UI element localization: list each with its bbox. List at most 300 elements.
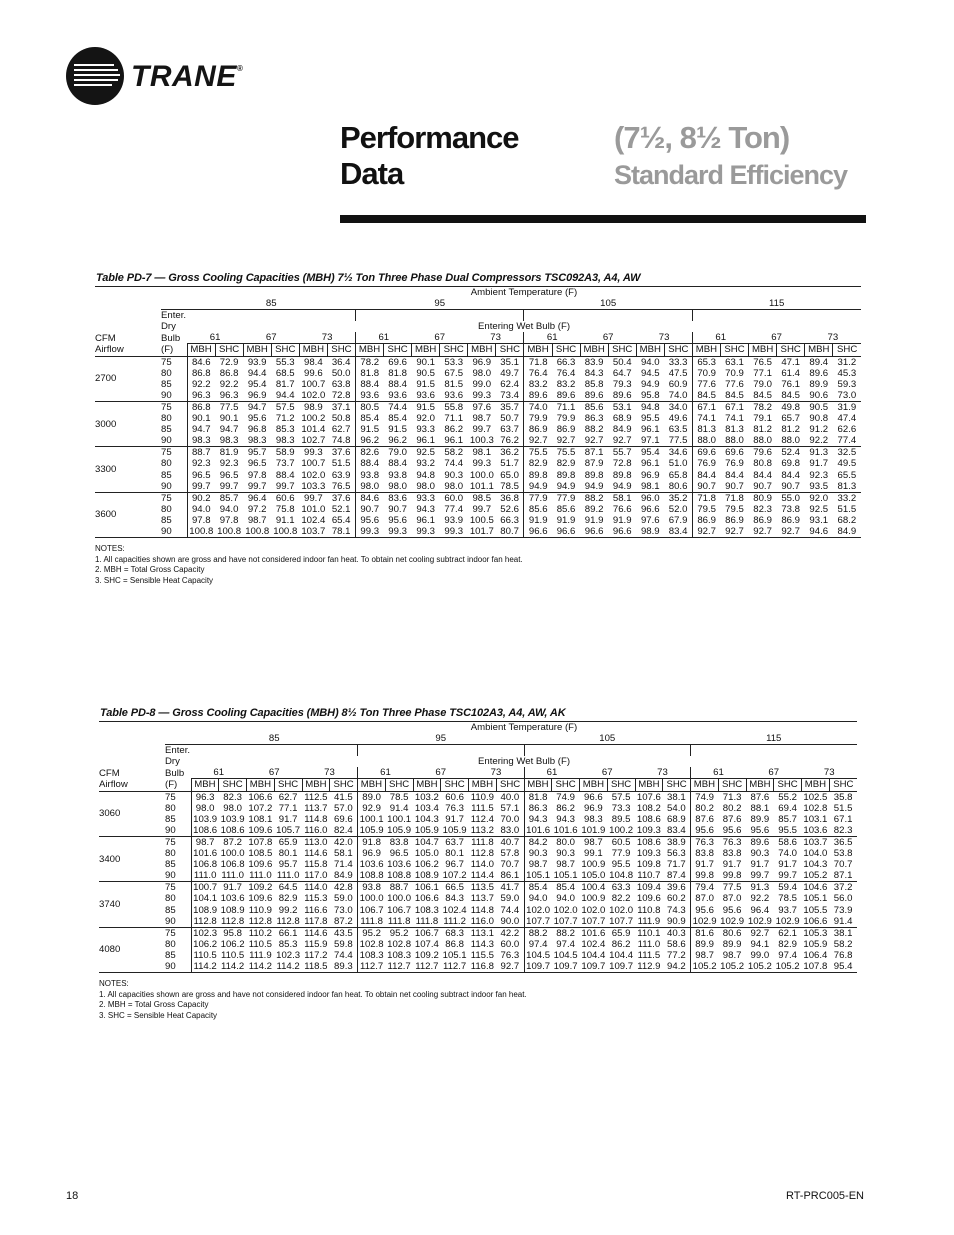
- capacity-value: 96.5: [219, 469, 239, 481]
- capacity-value: 60.6: [445, 791, 464, 803]
- wet-bulb-value: 61: [209, 332, 221, 344]
- capacity-value: 99.8: [691, 870, 719, 882]
- capacity-value: 73.0: [833, 390, 861, 402]
- capacity-value: 84.3: [584, 367, 604, 379]
- mbh-header: MBH: [355, 344, 383, 356]
- capacity-value: 108.6: [636, 813, 661, 825]
- capacity-value: 96.1: [440, 435, 468, 447]
- capacity-value: 114.6: [304, 848, 328, 860]
- cfm-value: 3600: [95, 492, 161, 537]
- shc-header: SHC: [330, 779, 358, 791]
- mbh-header: MBH: [580, 779, 608, 791]
- capacity-value: 79.3: [612, 378, 632, 390]
- capacity-value: 103.6: [803, 824, 828, 836]
- capacity-value: 84.5: [720, 390, 748, 402]
- capacity-value: 58.1: [612, 492, 632, 504]
- capacity-value: 82.4: [330, 825, 358, 837]
- capacity-value: 94.3: [416, 503, 435, 515]
- mbh-header: MBH: [358, 779, 386, 791]
- capacity-value: 77.9: [556, 492, 576, 504]
- capacity-value: 84.3: [445, 893, 464, 905]
- capacity-value: 74.9: [556, 791, 575, 803]
- capacity-value: 98.0: [355, 481, 383, 493]
- capacity-value: 98.9: [304, 401, 323, 413]
- capacity-value: 96.6: [640, 503, 660, 515]
- capacity-value: 98.7: [191, 836, 219, 848]
- unit-label: (F): [161, 344, 187, 356]
- cfm-label: CFM: [99, 767, 120, 779]
- capacity-value: 96.3: [191, 791, 219, 803]
- capacity-value: 63.7: [500, 424, 519, 436]
- capacity-value: 66.3: [556, 356, 576, 368]
- capacity-value: 92.3: [187, 458, 215, 469]
- capacity-value: 93.1: [809, 514, 829, 526]
- dry-bulb-value: 80: [165, 893, 176, 905]
- capacity-value: 83.8: [691, 848, 719, 859]
- shc-header: SHC: [441, 779, 469, 791]
- capacity-value: 111.5: [471, 802, 494, 814]
- capacity-value: 90.3: [524, 848, 552, 859]
- capacity-value: 94.0: [640, 356, 660, 368]
- cfm-value: 4080: [99, 927, 165, 972]
- capacity-value: 93.3: [416, 492, 435, 504]
- capacity-value: 85.3: [275, 424, 295, 436]
- capacity-value: 100.0: [358, 893, 386, 904]
- dry-label: Dry: [165, 756, 180, 768]
- capacity-value: 92.0: [416, 413, 435, 425]
- capacity-value: 100.0: [220, 848, 245, 860]
- capacity-value: 54.0: [667, 802, 686, 814]
- capacity-value: 38.1: [667, 791, 686, 803]
- capacity-value: 90.7: [388, 503, 407, 515]
- capacity-value: 57.1: [500, 802, 520, 814]
- capacity-value: 89.4: [809, 356, 829, 368]
- capacity-value: 118.5: [302, 961, 330, 973]
- capacity-value: 85.6: [556, 503, 576, 515]
- capacity-value: 60.6: [275, 492, 295, 504]
- capacity-value: 108.6: [220, 824, 245, 836]
- capacity-value: 94.9: [580, 481, 608, 493]
- capacity-value: 39.6: [667, 882, 686, 894]
- capacity-value: 99.3: [468, 390, 496, 402]
- mbh-header: MBH: [692, 344, 720, 356]
- capacity-value: 92.3: [809, 469, 829, 481]
- capacity-value: 81.6: [691, 927, 719, 939]
- capacity-value: 81.8: [524, 791, 552, 803]
- capacity-value: 94.1: [750, 938, 770, 950]
- capacity-value: 92.7: [524, 435, 552, 447]
- capacity-value: 60.2: [667, 893, 686, 905]
- capacity-value: 69.4: [778, 802, 797, 814]
- capacity-value: 102.5: [803, 791, 828, 803]
- capacity-value: 102.4: [581, 938, 606, 950]
- table-cell: [524, 745, 691, 757]
- capacity-value: 102.0: [553, 904, 578, 916]
- capacity-value: 96.4: [247, 492, 267, 504]
- capacity-value: 100.1: [358, 814, 386, 825]
- capacity-value: 114.2: [247, 961, 275, 973]
- capacity-value: 100.1: [387, 813, 412, 825]
- capacity-value: 49.8: [781, 401, 801, 413]
- capacity-value: 96.3: [215, 390, 243, 402]
- capacity-value: 97.8: [219, 514, 239, 526]
- capacity-value: 85.3: [278, 938, 298, 950]
- capacity-value: 98.1: [472, 447, 492, 459]
- capacity-value: 70.9: [725, 367, 744, 379]
- capacity-value: 98.0: [412, 481, 440, 493]
- capacity-value: 68.3: [445, 927, 464, 939]
- capacity-value: 86.8: [219, 367, 239, 379]
- dry-label: Dry: [161, 321, 176, 333]
- shc-header: SHC: [327, 344, 355, 356]
- capacity-value: 96.6: [608, 526, 636, 538]
- capacity-value: 96.9: [472, 356, 492, 368]
- capacity-value: 86.9: [556, 424, 576, 436]
- capacity-value: 106.7: [414, 927, 439, 939]
- capacity-value: 89.2: [584, 503, 604, 515]
- capacity-value: 88.0: [777, 435, 805, 447]
- capacity-value: 109.7: [581, 960, 606, 972]
- capacity-value: 75.5: [524, 447, 552, 459]
- shc-header: SHC: [496, 779, 524, 791]
- capacity-value: 80.5: [355, 401, 383, 413]
- table-row: [95, 368, 861, 379]
- shc-header: SHC: [777, 344, 805, 356]
- capacity-value: 102.0: [299, 390, 327, 402]
- capacity-value: 109.8: [636, 859, 661, 871]
- capacity-value: 101.7: [468, 526, 496, 538]
- capacity-value: 86.9: [524, 424, 552, 435]
- dry-bulb-value: 75: [161, 356, 172, 368]
- capacity-value: 36.2: [500, 447, 519, 459]
- capacity-value: 93.6: [355, 390, 383, 402]
- capacity-value: 101.6: [553, 824, 578, 836]
- capacity-value: 105.9: [442, 824, 467, 836]
- capacity-value: 76.5: [327, 481, 355, 493]
- capacity-value: 84.4: [692, 470, 720, 481]
- capacity-value: 94.0: [187, 504, 215, 515]
- capacity-value: 90.7: [692, 481, 720, 493]
- wet-bulb-value: 73: [490, 767, 502, 779]
- capacity-value: 49.7: [500, 367, 519, 379]
- capacity-value: 93.6: [384, 390, 412, 402]
- capacity-value: 99.8: [718, 870, 746, 882]
- dry-bulb-value: 75: [165, 836, 176, 848]
- capacity-value: 78.5: [389, 791, 409, 803]
- capacity-value: 94.7: [219, 424, 239, 436]
- cfm-value: 3000: [95, 401, 161, 446]
- capacity-value: 108.1: [248, 813, 273, 825]
- capacity-value: 74.1: [692, 413, 720, 424]
- capacity-value: 56.3: [667, 848, 686, 860]
- capacity-value: 77.6: [725, 378, 744, 390]
- capacity-value: 102.3: [276, 949, 301, 961]
- capacity-value: 86.9: [781, 514, 801, 526]
- capacity-value: 76.5: [753, 356, 772, 368]
- capacity-value: 76.4: [524, 368, 552, 379]
- capacity-value: 113.0: [304, 836, 328, 848]
- capacity-value: 73.4: [496, 390, 524, 402]
- capacity-value: 93.8: [388, 469, 407, 481]
- capacity-value: 96.1: [640, 424, 660, 436]
- capacity-value: 77.5: [722, 882, 742, 894]
- capacity-value: 69.6: [334, 813, 353, 825]
- capacity-value: 53.3: [444, 356, 464, 368]
- capacity-value: 69.6: [725, 447, 744, 459]
- capacity-value: 91.8: [358, 836, 386, 848]
- ambient-temp-value: 115: [691, 733, 858, 745]
- note-line: 1. All capacities shown are gross and have not considered indoor fan heat. To obtain net cooling subtract indoor fan heat.: [99, 989, 527, 999]
- capacity-value: 73.8: [781, 503, 801, 515]
- capacity-value: 93.6: [440, 390, 468, 402]
- capacity-value: 84.9: [612, 424, 632, 436]
- capacity-value: 59.0: [334, 893, 353, 905]
- capacity-value: 78.2: [355, 356, 383, 368]
- capacity-value: 88.4: [355, 379, 383, 390]
- table-row: [99, 859, 857, 870]
- dry-bulb-value: 90: [165, 870, 191, 882]
- capacity-value: 86.9: [692, 515, 720, 526]
- wet-bulb-value: 67: [771, 332, 782, 344]
- capacity-value: 112.8: [219, 916, 247, 928]
- capacity-value: 111.0: [247, 870, 275, 882]
- capacity-value: 95.7: [247, 447, 267, 459]
- capacity-value: 112.8: [191, 916, 219, 928]
- capacity-value: 72.9: [219, 356, 239, 368]
- capacity-value: 77.4: [833, 435, 861, 447]
- capacity-value: 81.8: [388, 367, 407, 379]
- capacity-value: 65.7: [781, 413, 801, 425]
- capacity-value: 99.7: [187, 481, 215, 493]
- capacity-value: 102.8: [803, 802, 828, 814]
- capacity-value: 36.8: [500, 492, 519, 504]
- capacity-value: 101.9: [581, 824, 606, 836]
- capacity-value: 90.7: [720, 481, 748, 493]
- capacity-value: 91.5: [416, 401, 435, 413]
- capacity-value: 91.3: [750, 882, 770, 894]
- capacity-value: 111.0: [637, 938, 661, 950]
- capacity-value: 55.2: [778, 791, 797, 803]
- capacity-value: 62.7: [331, 424, 351, 436]
- capacity-value: 80.1: [278, 848, 298, 860]
- capacity-value: 104.4: [609, 949, 634, 961]
- capacity-value: 71.1: [444, 413, 464, 425]
- capacity-value: 65.9: [278, 836, 298, 848]
- mbh-header: MBH: [580, 344, 608, 356]
- capacity-value: 95.6: [388, 514, 407, 526]
- capacity-value: 53.1: [612, 401, 632, 413]
- capacity-value: 99.7: [472, 424, 492, 436]
- capacity-value: 77.5: [664, 435, 692, 447]
- table-row: [99, 791, 857, 803]
- capacity-value: 92.7: [720, 526, 748, 538]
- capacity-value: 109.2: [414, 949, 439, 961]
- capacity-value: 113.5: [470, 882, 495, 894]
- table-row: [95, 435, 861, 447]
- capacity-value: 94.6: [805, 526, 833, 538]
- capacity-value: 47.1: [781, 356, 801, 368]
- capacity-value: 58.1: [334, 848, 353, 860]
- airflow-label: Airflow: [99, 779, 165, 791]
- capacity-value: 82.6: [355, 447, 383, 459]
- dry-bulb-value: 75: [161, 492, 172, 504]
- capacity-value: 58.9: [275, 447, 295, 459]
- capacity-value: 114.2: [274, 961, 302, 973]
- note-line: 3. SHC = Sensible Heat Capacity: [95, 575, 214, 585]
- capacity-value: 77.9: [611, 848, 631, 860]
- capacity-value: 59.4: [778, 882, 797, 894]
- capacity-value: 60.5: [611, 836, 631, 848]
- table-cell: [95, 310, 161, 322]
- unit-label: (F): [165, 779, 191, 791]
- shc-header: SHC: [718, 779, 746, 791]
- capacity-value: 105.2: [775, 960, 800, 972]
- capacity-value: 102.7: [299, 435, 327, 447]
- capacity-value: 106.6: [248, 791, 273, 803]
- dry-bulb-value: 90: [165, 916, 191, 928]
- capacity-value: 105.0: [581, 870, 606, 882]
- capacity-value: 104.5: [524, 950, 552, 961]
- capacity-value: 78.1: [327, 526, 355, 538]
- capacity-value: 108.9: [191, 905, 219, 916]
- table-notes: [95, 544, 861, 586]
- capacity-value: 103.6: [358, 859, 386, 870]
- capacity-value: 74.1: [725, 413, 744, 425]
- wet-bulb-value: 67: [434, 332, 446, 344]
- shc-header: SHC: [215, 344, 243, 356]
- capacity-value: 109.7: [609, 960, 634, 972]
- capacity-value: 50.8: [331, 413, 351, 425]
- table-row: [95, 413, 861, 424]
- capacity-value: 92.0: [809, 492, 829, 504]
- table-cell: [355, 310, 523, 322]
- capacity-value: 33.3: [668, 356, 688, 368]
- capacity-value: 74.0: [778, 848, 797, 860]
- capacity-value: 34.6: [668, 447, 688, 459]
- dry-bulb-value: 75: [165, 882, 176, 894]
- capacity-value: 112.7: [441, 961, 469, 973]
- capacity-value: 89.6: [809, 367, 829, 379]
- capacity-value: 58.6: [778, 836, 797, 848]
- capacity-value: 76.3: [722, 836, 742, 848]
- capacity-value: 74.0: [524, 401, 552, 413]
- capacity-value: 104.8: [609, 870, 634, 882]
- capacity-value: 109.3: [636, 848, 661, 860]
- capacity-value: 65.3: [692, 356, 720, 368]
- capacity-value: 107.8: [248, 836, 273, 848]
- capacity-value: 77.6: [692, 379, 720, 390]
- mbh-header: MBH: [805, 344, 833, 356]
- table-row: [99, 927, 857, 939]
- capacity-value: 84.4: [753, 469, 772, 481]
- capacity-value: 37.2: [833, 882, 853, 894]
- dry-bulb-value: 85: [165, 859, 176, 871]
- capacity-value: 111.9: [635, 916, 663, 928]
- capacity-value: 98.0: [223, 802, 242, 814]
- capacity-value: 105.7: [276, 824, 301, 836]
- capacity-value: 102.9: [775, 915, 800, 927]
- capacity-value: 84.9: [833, 526, 861, 538]
- capacity-value: 68.9: [612, 413, 632, 425]
- capacity-value: 63.9: [331, 469, 351, 481]
- capacity-value: 93.5: [805, 481, 833, 493]
- capacity-value: 41.5: [334, 791, 353, 803]
- wet-bulb-value: 61: [355, 332, 411, 344]
- capacity-value: 80.9: [753, 492, 772, 504]
- capacity-value: 111.0: [219, 870, 247, 882]
- capacity-value: 102.9: [691, 916, 719, 928]
- wet-bulb-value: 73: [321, 332, 333, 344]
- capacity-value: 112.5: [304, 791, 328, 803]
- capacity-value: 94.5: [640, 367, 660, 379]
- capacity-value: 91.1: [275, 514, 295, 526]
- capacity-value: 105.9: [414, 824, 439, 836]
- capacity-value: 102.0: [524, 905, 552, 916]
- capacity-value: 77.9: [524, 492, 552, 504]
- capacity-value: 63.5: [668, 424, 688, 436]
- capacity-value: 40.7: [500, 836, 520, 848]
- capacity-value: 95.7: [278, 859, 298, 871]
- capacity-value: 79.5: [692, 504, 720, 515]
- capacity-value: 82.9: [556, 458, 576, 470]
- capacity-value: 42.2: [500, 927, 520, 939]
- capacity-value: 65.9: [611, 927, 631, 939]
- capacity-value: 110.5: [191, 950, 219, 961]
- capacity-value: 111.9: [249, 949, 272, 961]
- ambient-temp-value: 105: [524, 298, 692, 310]
- dry-bulb-value: 90: [165, 961, 191, 973]
- capacity-value: 96.8: [247, 424, 267, 436]
- capacity-value: 101.6: [524, 825, 552, 837]
- capacity-value: 105.5: [803, 904, 828, 916]
- capacity-value: 80.2: [722, 802, 742, 814]
- table-cell: [99, 756, 165, 767]
- table-row: [95, 470, 861, 481]
- capacity-value: 107.4: [414, 938, 439, 950]
- capacity-value: 70.7: [500, 859, 520, 871]
- capacity-value: 83.4: [663, 825, 691, 837]
- capacity-value: 112.7: [358, 961, 386, 973]
- capacity-value: 89.8: [524, 470, 552, 481]
- capacity-value: 72.8: [327, 390, 355, 402]
- capacity-value: 116.6: [304, 904, 328, 916]
- shc-header: SHC: [552, 344, 580, 356]
- capacity-value: 89.8: [584, 469, 604, 481]
- capacity-value: 41.7: [500, 882, 520, 894]
- capacity-value: 90.3: [444, 469, 464, 481]
- capacity-value: 85.8: [584, 378, 604, 390]
- table-row: [99, 803, 857, 814]
- capacity-value: 92.2: [187, 379, 215, 390]
- capacity-value: 105.9: [358, 825, 386, 837]
- capacity-value: 82.3: [829, 825, 857, 837]
- mbh-header: MBH: [187, 344, 215, 356]
- capacity-value: 81.3: [833, 481, 861, 493]
- capacity-value: 84.5: [749, 390, 777, 402]
- capacity-value: 97.8: [187, 515, 215, 526]
- ambient-temp-label: Ambient Temperature (F): [187, 287, 861, 299]
- capacity-value: 90.3: [556, 848, 575, 860]
- table-cell: [187, 310, 355, 322]
- capacity-value: 96.6: [584, 791, 603, 803]
- capacity-value: 77.4: [444, 503, 464, 515]
- capacity-value: 83.6: [388, 492, 407, 504]
- capacity-value: 90.9: [663, 916, 691, 928]
- capacity-value: 98.5: [472, 492, 492, 504]
- capacity-value: 102.8: [358, 939, 386, 950]
- capacity-value: 60.0: [500, 938, 520, 950]
- capacity-value: 92.7: [580, 435, 608, 447]
